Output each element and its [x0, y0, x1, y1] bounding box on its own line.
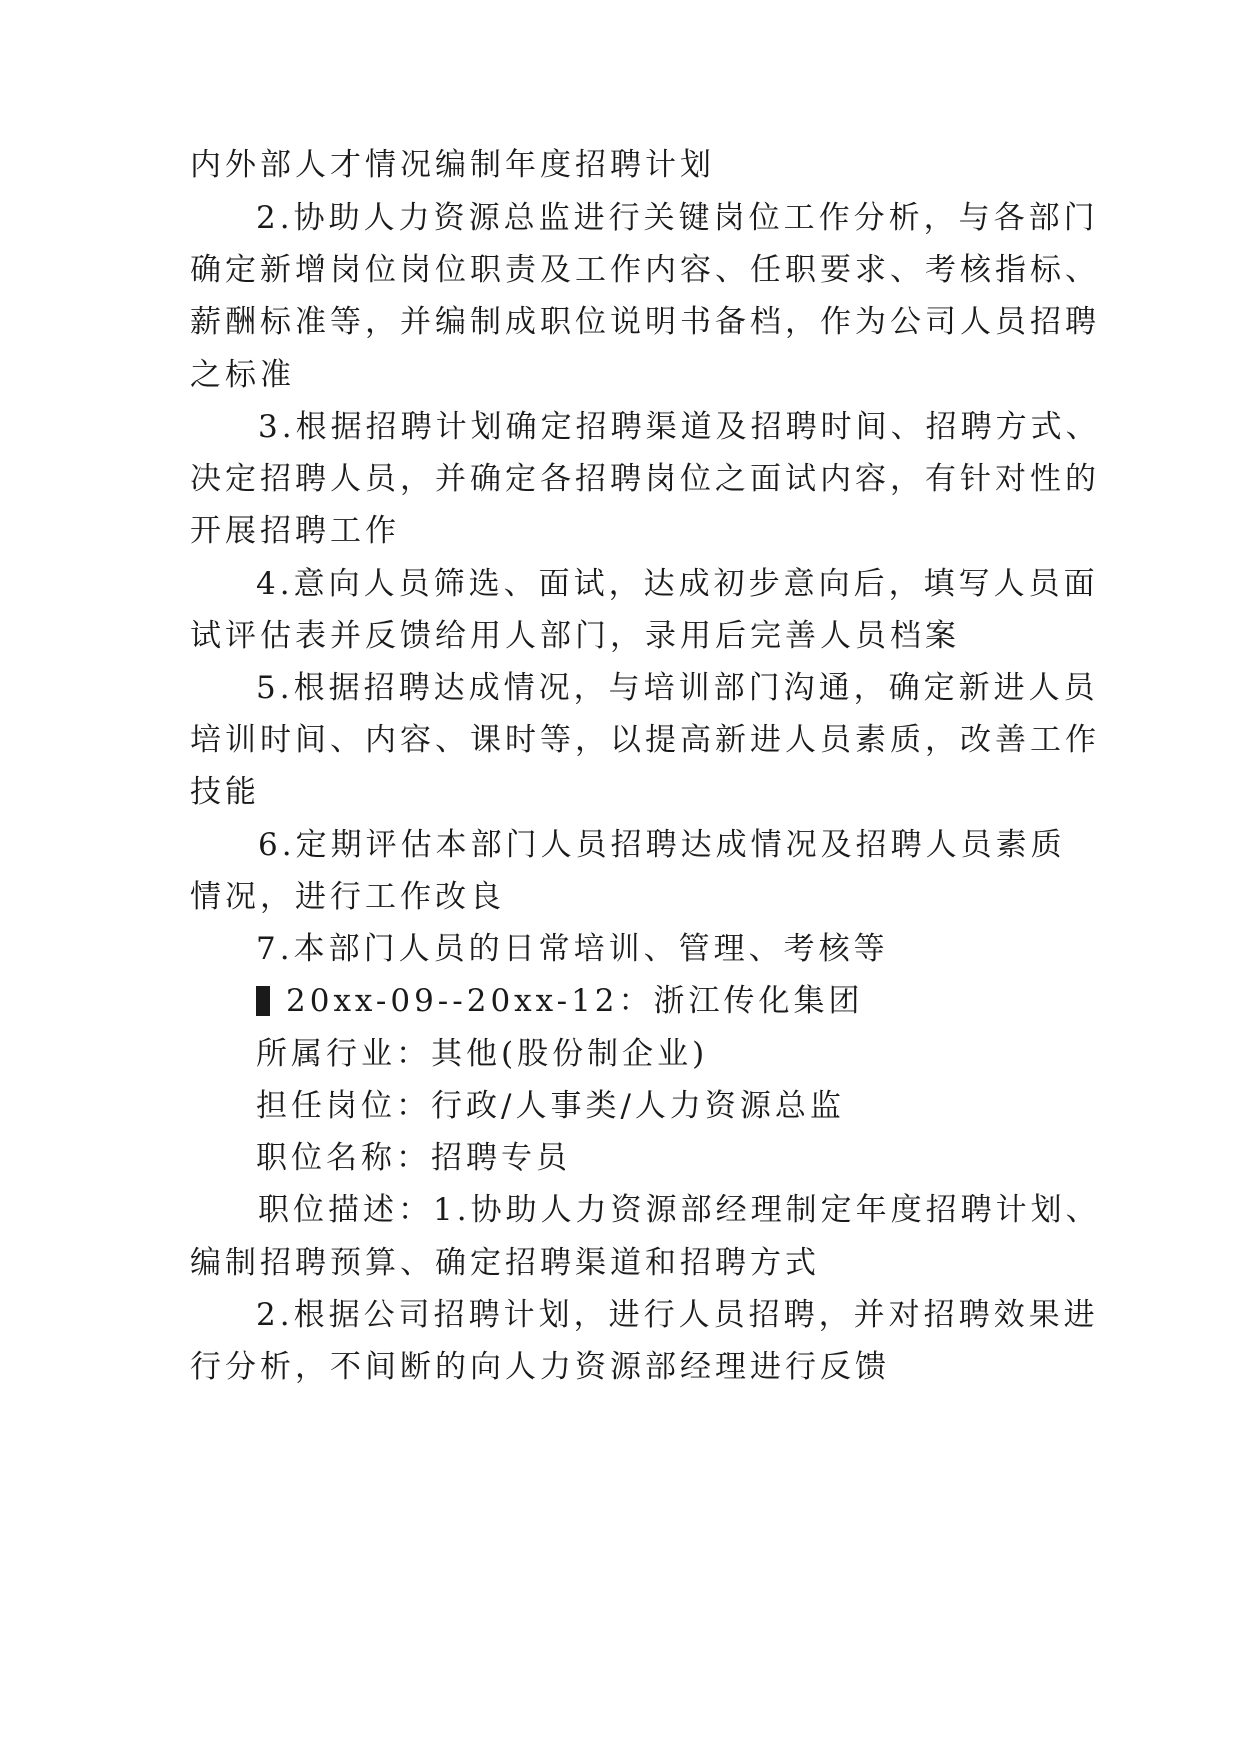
- text-line: 4.意向人员筛选、面试，达成初步意向后，填写人员面: [256, 566, 1099, 602]
- black-bar-icon: [256, 986, 270, 1016]
- text-line: 担任岗位：行政/人事类/人力资源总监: [256, 1088, 845, 1124]
- text-line: 薪酬标准等，并编制成职位说明书备档，作为公司人员招聘: [190, 304, 1100, 340]
- text-line: 培训时间、内容、课时等，以提高新进人员素质，改善工作: [190, 722, 1100, 758]
- text-line: 决定招聘人员，并确定各招聘岗位之面试内容，有针对性的: [190, 461, 1100, 497]
- text-line: 行分析，不间断的向人力资源部经理进行反馈: [190, 1349, 890, 1385]
- text-line: 情况，进行工作改良: [190, 879, 505, 915]
- text-line: 开展招聘工作: [190, 513, 400, 549]
- text-line: 3.根据招聘计划确定招聘渠道及招聘时间、招聘方式、: [258, 409, 1101, 445]
- text-line: 2.根据公司招聘计划，进行人员招聘，并对招聘效果进: [256, 1297, 1099, 1333]
- text-line: 6.定期评估本部门人员招聘达成情况及招聘人员素质: [258, 827, 1066, 863]
- job-period-line: [256, 981, 864, 1021]
- text-line: 试评估表并反馈给用人部门，录用后完善人员档案: [190, 618, 960, 654]
- text-line: 5.根据招聘达成情况，与培训部门沟通，确定新进人员: [256, 670, 1099, 706]
- text-line: 7.本部门人员的日常培训、管理、考核等: [256, 931, 889, 967]
- text-line: 职位描述：1.协助人力资源部经理制定年度招聘计划、: [258, 1192, 1101, 1228]
- text-line: 技能: [190, 774, 260, 810]
- text-line: 所属行业：其他(股份制企业): [256, 1036, 709, 1072]
- text-line: 确定新增岗位岗位职责及工作内容、任职要求、考核指标、: [190, 252, 1100, 288]
- text-line: 之标准: [190, 357, 295, 393]
- text-line: 2.协助人力资源总监进行关键岗位工作分析，与各部门: [256, 200, 1099, 236]
- text-line: 职位名称：招聘专员: [256, 1140, 571, 1176]
- job-period-text: 20xx-09--20xx-12：浙江传化集团: [286, 983, 864, 1019]
- text-line: 内外部人才情况编制年度招聘计划: [190, 147, 715, 183]
- text-line: 编制招聘预算、确定招聘渠道和招聘方式: [190, 1245, 820, 1281]
